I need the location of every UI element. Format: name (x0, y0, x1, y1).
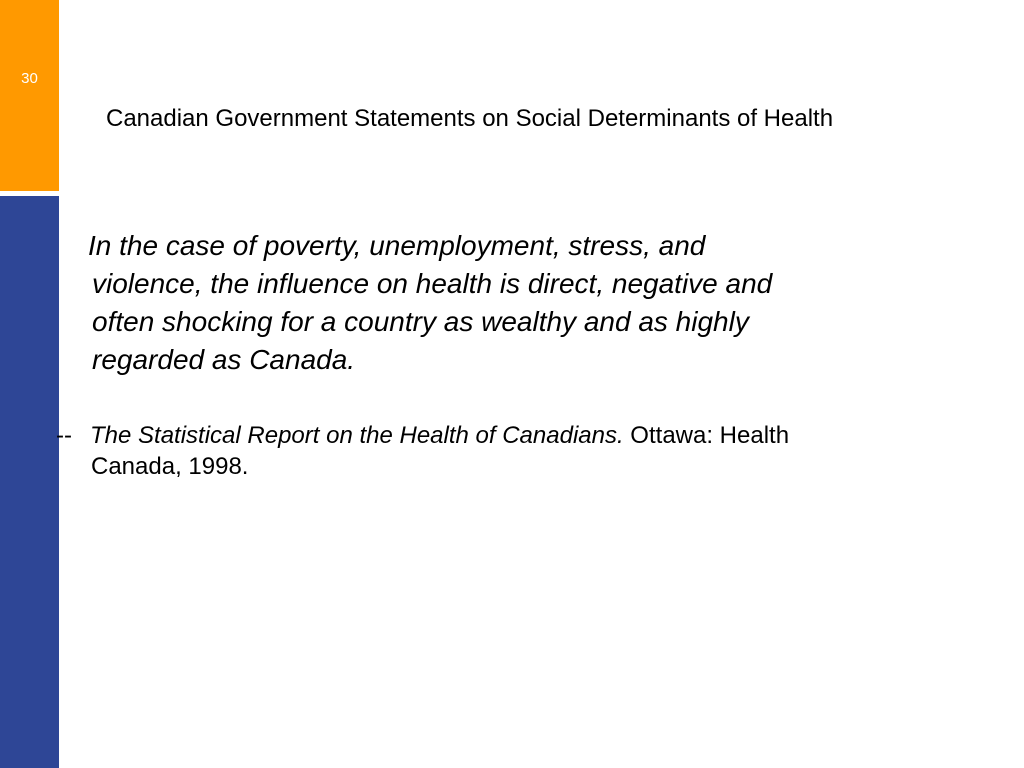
quote-line: regarded as Canada. (92, 344, 356, 375)
sidebar-accent-orange (0, 0, 59, 191)
citation-title: The Statistical Report on the Health of Canadians. (90, 422, 624, 449)
citation-dash: -- (56, 422, 72, 449)
quote-block (88, 227, 952, 379)
citation-publisher: Ottawa: Health (623, 422, 790, 449)
slide-number: 30 (21, 70, 38, 87)
citation-publisher-continued: Canada, 1998. (91, 453, 249, 480)
citation (56, 420, 936, 482)
quote-line: violence, the influence on health is direct, negative and (92, 268, 773, 299)
sidebar-accent-blue (0, 196, 59, 768)
slide-title: Canadian Government Statements on Social Determinants of Health (106, 105, 834, 132)
quote-line: often shocking for a country as wealthy and as highly (92, 306, 749, 337)
quote-line: In the case of poverty, unemployment, stress, and (88, 230, 706, 261)
